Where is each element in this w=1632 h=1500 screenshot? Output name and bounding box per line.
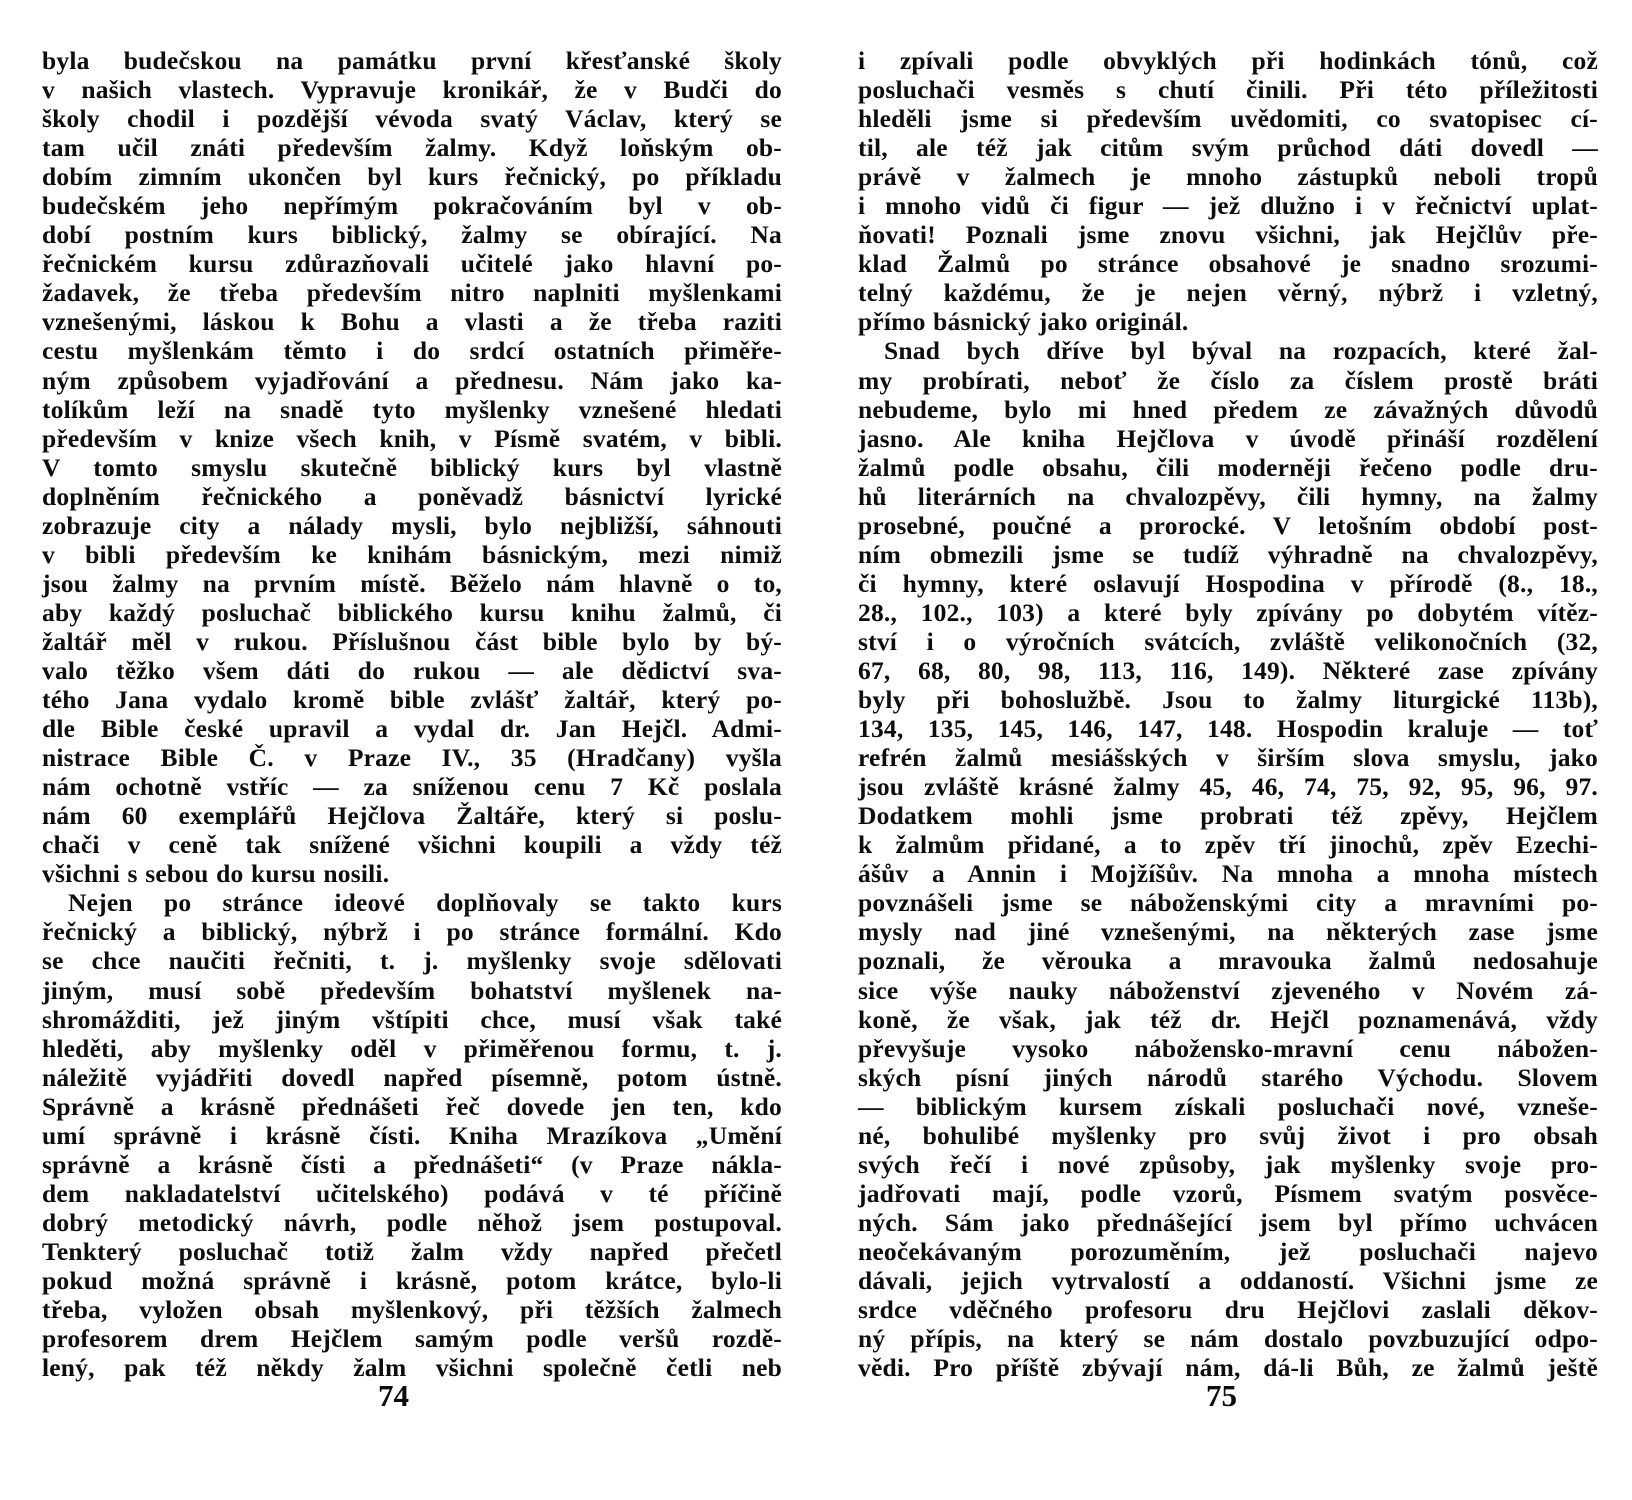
text-line: my probírati, neboť že číslo za číslem prostě bráti: [858, 365, 1598, 395]
text-line: budečském jeho nepřímým pokračováním byl v ob-: [42, 191, 782, 221]
text-line: nistrace Bible Č. v Praze IV., 35 (Hradčany) vyšla: [42, 743, 782, 773]
text-line: Snad bych dříve byl býval na rozpacích, které žal-: [884, 336, 1598, 366]
text-line: nám ochotně vstříc — za sníženou cenu 7 Kč poslala: [42, 772, 782, 802]
text-line: tam učil znáti především žalmy. Když loňským ob-: [42, 133, 782, 163]
text-line: — biblickým kursem získali posluchači nové, vzneše-: [858, 1091, 1598, 1121]
page-number-right: 75: [1206, 1378, 1237, 1413]
text-line: byly při bohoslužbě. Jsou to žalmy liturgické 113b),: [858, 685, 1598, 715]
text-line: nebudeme, bylo mi hned předem ze závažných důvodů: [858, 394, 1598, 424]
text-line: v bibli především ke knihám básnickým, mezi nimiž: [42, 539, 782, 569]
text-line: koně, že však, jak též dr. Hejčl poznamenává, vždy: [858, 1004, 1598, 1034]
text-line: shromážditi, jež jiným vštípiti chce, musí však také: [42, 1004, 782, 1034]
text-line: přímo básnický jako originál.: [858, 307, 1189, 337]
text-line: k žalmům přidané, a to zpěv tří jinochů, zpěv Ezechi-: [858, 830, 1598, 860]
text-line: náležitě vyjádřiti dovedl napřed písemně, potom ústně.: [42, 1062, 782, 1092]
text-line: 67, 68, 80, 98, 113, 116, 149). Některé zase zpívány: [858, 655, 1598, 685]
text-line: tého Jana vydalo kromě bible zvlášť žaltář, který po-: [42, 685, 782, 715]
text-line: ských písní jiných národů starého Východu. Slovem: [858, 1062, 1598, 1092]
text-line: jasno. Ale kniha Hejčlova v úvodě přináší rozdělení: [858, 423, 1598, 453]
text-line: 28., 102., 103) a které byly zpívány po dobytém vítěz-: [858, 597, 1598, 627]
text-line: třeba, vyložen obsah myšlenkový, při těžších žalmech: [42, 1295, 782, 1325]
text-line: né, bohulibé myšlenky pro svůj život i pro obsah: [858, 1120, 1598, 1150]
text-line: lený, pak též někdy žalm všichni společně četli neb: [42, 1353, 782, 1383]
text-line: 134, 135, 145, 146, 147, 148. Hospodin kraluje — toť: [858, 714, 1598, 744]
left-page-text: [42, 46, 782, 1382]
text-line: profesorem drem Hejčlem samým podle veršů rozdě-: [42, 1324, 782, 1354]
text-line: doplněním řečnického a poněvadž básnictví lyrické: [42, 481, 782, 511]
text-line: ášův a Annin i Mojžíšův. Na mnoha a mnoha místech: [858, 859, 1598, 889]
text-line: dobí postním kurs biblický, žalmy se obírající. Na: [42, 220, 782, 250]
text-line: hů literárních na chvalozpěvy, čili hymny, na žalmy: [858, 481, 1598, 511]
text-line: dem nakladatelství učitelského) podává v té příčině: [42, 1178, 782, 1208]
text-line: aby každý posluchač biblického kursu knihu žalmů, či: [42, 597, 782, 627]
text-line: správně a krásně čísti a přednášeti“ (v Praze náklа-: [42, 1149, 782, 1179]
text-line: žaltář měl v rukou. Příslušnou část bible bylo by bý-: [42, 626, 782, 656]
text-line: cestu myšlenkám těmto i do srdcí ostatních přiměře-: [42, 336, 782, 366]
text-line: i mnoho vidů či figur — jež dlužno i v řečnictví uplat-: [858, 191, 1598, 221]
text-line: dávali, jejich vytrvalostí a oddaností. Všichni jsme ze: [858, 1265, 1598, 1295]
right-page-text: [858, 46, 1598, 1382]
text-line: se chce naučiti řečniti, t. j. myšlenky svoje sdělovati: [42, 946, 782, 976]
text-line: sice výše nauky náboženství zjeveného v Novém zá-: [858, 975, 1598, 1005]
text-line: ství i o výročních svátcích, zvláště velikonočních (32,: [858, 626, 1598, 656]
text-line: dobrý metodický návrh, podle něhož jsem postupoval.: [42, 1207, 782, 1237]
text-line: neočekávaným porozuměním, jež posluchači najevo: [858, 1236, 1598, 1266]
text-line: pokud možná správně i krásně, potom krátce, bylo-li: [42, 1265, 782, 1295]
text-line: poznali, že věrouka a mravouka žalmů nedosahuje: [858, 946, 1598, 976]
text-line: telný každému, že je nejen věrný, nýbrž i vzletný,: [858, 278, 1598, 308]
page-number-left: 74: [378, 1378, 409, 1413]
text-line: hleděti, aby myšlenky oděl v přiměřenou formu, t. j.: [42, 1033, 782, 1063]
text-line: či hymny, které oslavují Hospodina v přírodě (8., 18.,: [858, 568, 1598, 598]
text-line: ný přípis, na který se nám dostalo povzbuzující odpo-: [858, 1324, 1598, 1354]
text-line: jsou žalmy na prvním místě. Běželo nám hlavně o to,: [42, 568, 782, 598]
text-line: posluchači vesměs s chutí činili. Při této příležitosti: [858, 75, 1598, 105]
text-line: v našich vlastech. Vypravuje kronikář, že v Budči do: [42, 75, 782, 105]
right-page: [858, 46, 1598, 1382]
text-line: jadřovati mají, podle vzorů, Písmem svatým posvěce-: [858, 1178, 1598, 1208]
text-line: řečnický a biblický, nýbrž i po stránce formální. Kdo: [42, 917, 782, 947]
text-line: hleděli jsme si především uvědomiti, co svatopisec cí-: [858, 104, 1598, 134]
text-line: i zpívali podle obvyklých při hodinkách tónů, což: [858, 46, 1598, 75]
text-line: žalmů podle obsahu, čili moderněji řečeno podle dru-: [858, 452, 1598, 482]
text-line: tolíkům leží na snadě tyto myšlenky vznešené hledati: [42, 394, 782, 424]
text-line: vznešenými, láskou k Bohu a vlasti a že třeba raziti: [42, 307, 782, 337]
text-line: refrén žalmů mesiášských v širším slova smyslu, jako: [858, 743, 1598, 773]
text-line: Nejen po stránce ideové doplňovaly se takto kurs: [68, 888, 782, 918]
text-line: povznášeli jsme se náboženskými city a mravními po-: [858, 888, 1598, 918]
text-line: umí správně i krásně čísti. Kniha Mrazíkova „Umění: [42, 1120, 782, 1150]
text-line: byla budečskou na památku první křesťanské školy: [42, 46, 782, 75]
text-line: mysly nad jiné vznešenými, na některých zase jsme: [858, 917, 1598, 947]
text-line: V tomto smyslu skutečně biblický kurs byl vlastně: [42, 452, 782, 482]
text-line: ným způsobem vyjadřování a přednesu. Nám jako ka-: [42, 365, 782, 395]
text-line: dobím zimním ukončen byl kurs řečnický, po příkladu: [42, 162, 782, 192]
text-line: jsou zvláště krásné žalmy 45, 46, 74, 75, 92, 95, 96, 97.: [858, 772, 1598, 802]
text-line: klad Žalmů po stránce obsahové je snadno srozumi-: [858, 249, 1598, 279]
text-line: Správně a krásně přednášeti řeč dovede jen ten, kdo: [42, 1091, 782, 1121]
text-line: Dodatkem mohli jsme probrati též zpěvy, Hejčlem: [858, 801, 1598, 831]
text-line: dle Bible české upravil a vydal dr. Jan Hejčl. Admi-: [42, 714, 782, 744]
text-line: Tenkterý posluchač totiž žalm vždy napřed přečetl: [42, 1236, 782, 1266]
text-line: zobrazuje city a nálady mysli, bylo nejbližší, sáhnouti: [42, 510, 782, 540]
text-line: vědi. Pro příště zbývají nám, dá-li Bůh, ze žalmů ještě: [858, 1353, 1598, 1383]
text-line: valo těžko všem dáti do rukou — ale dědictví sva-: [42, 655, 782, 685]
text-line: til, ale též jak citům svým průchod dáti dovedl —: [858, 133, 1598, 163]
text-line: právě v žalmech je mnoho zástupků neboli tropů: [858, 162, 1598, 192]
text-line: převyšuje vysoko nábožensko-mravní cenu nábožen-: [858, 1033, 1598, 1063]
text-line: srdce vděčného profesoru dru Hejčlovi zaslali děkov-: [858, 1295, 1598, 1325]
text-line: prosebné, poučné a prorocké. V letošním období post-: [858, 510, 1598, 540]
text-line: školy chodil i pozdější vévoda svatý Václav, který se: [42, 104, 782, 134]
text-line: jiným, musí sobě především bohatství myšlenek na-: [42, 975, 782, 1005]
text-line: žadavek, že třeba především nitro naplniti myšlenkami: [42, 278, 782, 308]
text-line: řečnickém kursu zdůrazňovali učitelé jako hlavní po-: [42, 249, 782, 279]
text-line: především v knize všech knih, v Písmě svatém, v bibli.: [42, 423, 782, 453]
text-line: svých řečí i nové způsoby, jak myšlenky svoje pro-: [858, 1149, 1598, 1179]
text-line: nám 60 exemplářů Hejčlova Žaltáře, který si poslu-: [42, 801, 782, 831]
text-line: všichni s sebou do kursu nosili.: [42, 859, 390, 889]
text-line: chači v ceně tak snížené všichni koupili a vždy též: [42, 830, 782, 860]
text-line: ňovati! Poznali jsme znovu všichni, jak Hejčlův pře-: [858, 220, 1598, 250]
text-line: ním obmezili jsme se tudíž výhradně na chvalozpěvy,: [858, 539, 1598, 569]
left-page: [42, 46, 782, 1382]
text-line: ných. Sám jako přednášející jsem byl přímo uchvácen: [858, 1207, 1598, 1237]
